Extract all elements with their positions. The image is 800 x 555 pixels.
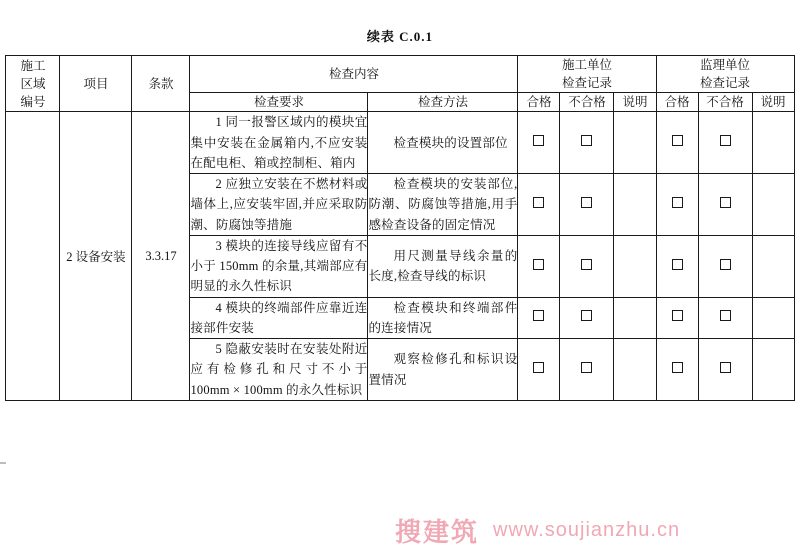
checkbox-supervision-pass[interactable]	[656, 339, 698, 401]
checkbox-supervision-pass[interactable]	[656, 112, 698, 174]
checkbox-construction-pass[interactable]	[518, 297, 560, 339]
header-area-no	[6, 56, 60, 112]
cell-method	[368, 235, 518, 297]
checkbox-supervision-pass[interactable]	[656, 297, 698, 339]
cell-supervision-note[interactable]	[752, 174, 794, 236]
requirement-text: 4 模块的终端部件应靠近连接部件安装	[190, 300, 368, 335]
header-construction-pass: 合格	[518, 93, 560, 112]
checkbox-icon[interactable]	[720, 197, 731, 208]
cell-requirement	[190, 174, 368, 236]
cell-construction-note[interactable]	[614, 112, 656, 174]
header-inspection-content: 检查内容	[190, 56, 518, 93]
cell-requirement	[190, 297, 368, 339]
requirement-text: 2 应独立安装在不燃材料或墙体上,应安装牢固,并应采取防潮、防腐蚀等措施	[190, 177, 368, 232]
checkbox-icon[interactable]	[672, 259, 683, 270]
checkbox-supervision-fail[interactable]	[698, 235, 752, 297]
checkbox-construction-fail[interactable]	[560, 235, 614, 297]
header-supervision-unit-line1: 监理单位	[700, 58, 751, 72]
requirement-text: 1 同一报警区域内的模块宜集中安装在金属箱内,不应安装在配电柜、箱或控制柜、箱内	[190, 115, 368, 170]
checkbox-icon[interactable]	[581, 362, 592, 373]
cell-area-no	[6, 112, 60, 401]
cell-requirement	[190, 112, 368, 174]
cell-supervision-note[interactable]	[752, 339, 794, 401]
checkbox-construction-pass[interactable]	[518, 174, 560, 236]
checkbox-supervision-pass[interactable]	[656, 235, 698, 297]
cell-construction-note[interactable]	[614, 235, 656, 297]
cell-method	[368, 112, 518, 174]
checkbox-construction-pass[interactable]	[518, 112, 560, 174]
requirement-text: 3 模块的连接导线应留有不小于 150mm 的余量,其端部应有明显的永久性标识	[190, 238, 368, 294]
cell-item: 2 设备安装	[60, 112, 132, 401]
checkbox-construction-fail[interactable]	[560, 297, 614, 339]
header-supervision-unit	[656, 56, 794, 93]
checkbox-construction-fail[interactable]	[560, 112, 614, 174]
watermark-url: www.soujianzhu.cn	[493, 518, 681, 541]
checkbox-construction-fail[interactable]	[560, 174, 614, 236]
checkbox-icon[interactable]	[720, 310, 731, 321]
checkbox-icon[interactable]	[581, 135, 592, 146]
checkbox-supervision-fail[interactable]	[698, 297, 752, 339]
header-inspection-method: 检查方法	[368, 93, 518, 112]
cell-supervision-note[interactable]	[752, 235, 794, 297]
cell-clause: 3.3.17	[132, 112, 190, 401]
header-construction-unit-line2: 检查记录	[561, 76, 612, 91]
checkbox-supervision-fail[interactable]	[698, 339, 752, 401]
checkbox-icon[interactable]	[581, 310, 592, 321]
checkbox-icon[interactable]	[533, 362, 544, 373]
checkbox-construction-pass[interactable]	[518, 235, 560, 297]
cell-supervision-note[interactable]	[752, 297, 794, 339]
header-inspection-requirement: 检查要求	[190, 93, 368, 112]
checkbox-icon[interactable]	[533, 310, 544, 321]
checkbox-icon[interactable]	[533, 135, 544, 146]
checkbox-supervision-pass[interactable]	[656, 174, 698, 236]
header-row-top	[6, 56, 794, 93]
cell-method	[368, 339, 518, 401]
cell-construction-note[interactable]	[614, 297, 656, 339]
table-row	[6, 112, 794, 174]
header-supervision-fail: 不合格	[698, 93, 752, 112]
header-construction-unit	[518, 56, 656, 93]
header-area-no-line3: 编号	[20, 94, 46, 109]
checkbox-icon[interactable]	[672, 197, 683, 208]
page-edge-mark	[0, 462, 6, 464]
checkbox-icon[interactable]	[533, 259, 544, 270]
cell-supervision-note[interactable]	[752, 112, 794, 174]
checkbox-icon[interactable]	[581, 259, 592, 270]
method-text: 用尺测量导线余量的长度,检查导线的标识	[368, 249, 518, 284]
header-supervision-note: 说明	[752, 93, 794, 112]
checkbox-icon[interactable]	[720, 259, 731, 270]
checkbox-icon[interactable]	[672, 135, 683, 146]
page-title: 续表 C.0.1	[366, 29, 434, 44]
watermark-brand: 搜建筑	[395, 517, 480, 547]
checkbox-icon[interactable]	[672, 310, 683, 321]
header-area-no-line1: 施工	[20, 58, 46, 73]
cell-requirement	[190, 235, 368, 297]
checkbox-icon[interactable]	[581, 197, 592, 208]
watermark	[395, 508, 795, 552]
requirement-text: 5 隐蔽安装时在安装处附近应有检修孔和尺寸不小于 100mm × 100mm 的永久性标识	[190, 342, 368, 397]
table-header	[6, 56, 794, 112]
table-body	[6, 112, 794, 401]
header-area-no-line2: 区域	[20, 76, 46, 91]
header-construction-unit-line1: 施工单位	[561, 58, 612, 72]
cell-method	[368, 174, 518, 236]
checkbox-icon[interactable]	[720, 362, 731, 373]
header-construction-note: 说明	[614, 93, 656, 112]
method-text: 检查模块和终端部件的连接情况	[368, 300, 518, 335]
cell-method	[368, 297, 518, 339]
header-construction-fail: 不合格	[560, 93, 614, 112]
cell-construction-note[interactable]	[614, 174, 656, 236]
header-item: 项目	[60, 56, 132, 112]
checkbox-construction-pass[interactable]	[518, 339, 560, 401]
inspection-record-table	[5, 55, 794, 401]
method-text: 观察检修孔和标识设置情况	[368, 352, 518, 387]
checkbox-icon[interactable]	[720, 135, 731, 146]
method-text: 检查模块的设置部位	[393, 135, 508, 150]
header-supervision-unit-line2: 检查记录	[700, 76, 751, 91]
checkbox-supervision-fail[interactable]	[698, 112, 752, 174]
checkbox-construction-fail[interactable]	[560, 339, 614, 401]
checkbox-supervision-fail[interactable]	[698, 174, 752, 236]
checkbox-icon[interactable]	[672, 362, 683, 373]
cell-construction-note[interactable]	[614, 339, 656, 401]
cell-requirement	[190, 339, 368, 401]
checkbox-icon[interactable]	[533, 197, 544, 208]
header-supervision-pass: 合格	[656, 93, 698, 112]
method-text: 检查模块的安装部位,防潮、防腐蚀等措施,用手感检查设备的固定情况	[368, 177, 518, 232]
header-clause: 条款	[132, 56, 190, 112]
